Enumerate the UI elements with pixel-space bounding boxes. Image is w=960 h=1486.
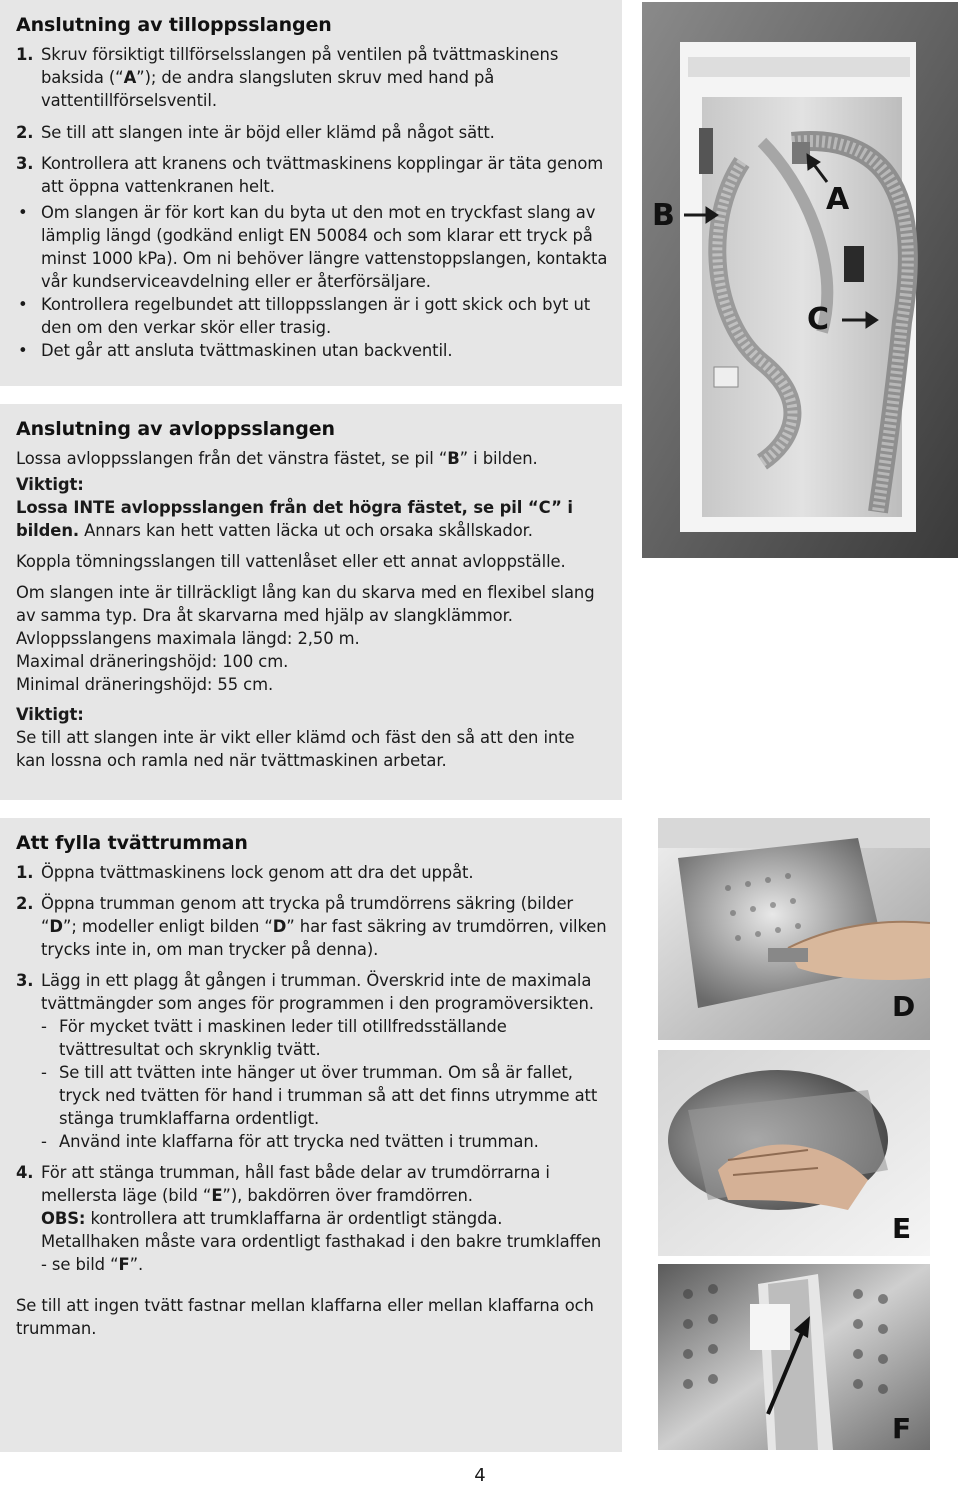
drain-p1: Lossa avloppsslangen från det vänstra fästet, se pil “B” i bilden. bbox=[16, 449, 538, 468]
fill-step-1: 1. Öppna tvättmaskinens lock genom att dra det uppåt. bbox=[16, 863, 474, 882]
inlet-step-2: 2. Se till att slangen inte är böjd eller klämd på något sätt. bbox=[16, 123, 495, 142]
fill-step-3: 3. Lägg in ett plagg åt gången i trumman. Överskrid inte de maximala tvättmängder som anges för programmen i den programöversikten. - För mycket tvätt i maskinen leder till otillfredsställande tvättresultat och skrynklig tvätt. - Se till att tvätten inte hänger ut över trumman. Om så är fallet, tryck ned tvätten för hand i trumman så att det finns utrymme att stänga trumklaffarna ordentligt. - Använd inte klaffarna för att trycka ned tvätten i trumman. bbox=[16, 969, 608, 1153]
photo-D-drum-open bbox=[658, 818, 930, 1040]
drain-p6: Minimal dräneringshöjd: 55 cm. bbox=[16, 675, 274, 694]
section-drain-title: Anslutning av avloppsslangen bbox=[16, 418, 335, 440]
drain-p4: Avloppsslangens maximala längd: 2,50 m. bbox=[16, 629, 360, 648]
photo-E-close-drum bbox=[658, 1050, 930, 1256]
section-drain-hose bbox=[0, 404, 622, 800]
fill-dash-2: - Se till att tvätten inte hänger ut över trumman. Om så är fallet, tryck ned tvätten för hand i trumman så att det finns utrymme att stänga trumklaffarna ordentligt. bbox=[41, 1063, 598, 1128]
section-fill-title: Att fylla tvättrumman bbox=[16, 832, 248, 854]
inlet-step-1: 1. Skruv försiktigt tillförselsslangen på ventilen på tvättmaskinens baksida (“A”); de andra slangsluten skruv med hand på vattentillförselsventil. bbox=[16, 45, 559, 110]
inlet-bullet-1: • Om slangen är för kort kan du byta ut den mot en tryckfast slang av lämplig längd (godkänd enligt EN 50084 och som klarar ett tryck på minst 1000 kPa). Om ni behöver längre vattenstoppslangen, kontakta vår kundserviceavdelning eller er återförsäljare. bbox=[16, 201, 608, 293]
label-C: C bbox=[807, 302, 830, 337]
drain-p3: Om slangen inte är tillräckligt lång kan du skarva med en flexibel slang av samma typ. Dra åt skarvarna med hjälp av slangklämmor. bbox=[16, 583, 595, 625]
fill-step-4: 4. För att stänga trumman, håll fast både delar av trumdörrarna i mellersta läge (bild “E”), bakdörren över framdörren. OBS: kontrollera att trumklaffarna är ordentligt stängda. Metallhaken måste vara ordentligt fasthakad i den bakre trumklaffen - se bild “F”. bbox=[16, 1163, 602, 1274]
fill-step-2: 2. Öppna trumman genom att trycka på trumdörrens säkring (bilder “D”; modeller enligt bilden “D” har fast säkring av trumdörren, vilken trycks inte in, om man trycker på denna). bbox=[16, 894, 607, 959]
inlet-bullet-3: • Det går att ansluta tvättmaskinen utan backventil. bbox=[16, 339, 608, 362]
label-A: A bbox=[826, 182, 850, 217]
drain-p7: Se till att slangen inte är vikt eller klämd och fäst den så att den inte kan lossna och ramla ned när tvättmaskinen arbetar. bbox=[16, 728, 575, 770]
photo-F-drum-hook bbox=[658, 1264, 930, 1450]
label-F: F bbox=[892, 1412, 912, 1445]
drain-p2: Koppla tömningsslangen till vattenlåset eller ett annat avloppställe. bbox=[16, 552, 566, 571]
inlet-step-3: 3. Kontrollera att kranens och tvättmaskinens kopplingar är täta genom att öppna vattenkranen helt. bbox=[16, 154, 604, 196]
fill-dash-3: - Använd inte klaffarna för att trycka ned tvätten i trumman. bbox=[41, 1132, 539, 1151]
label-B: B bbox=[652, 198, 675, 233]
section-fill-drum bbox=[0, 818, 622, 1452]
photo-machine-back bbox=[642, 2, 958, 558]
drain-p5: Maximal dräneringshöjd: 100 cm. bbox=[16, 652, 289, 671]
section-inlet-hose bbox=[0, 0, 622, 386]
drain-important-2: Viktigt: bbox=[16, 705, 84, 724]
drain-important-1: Viktigt: bbox=[16, 475, 84, 494]
label-E: E bbox=[892, 1212, 912, 1245]
drain-warning: Lossa INTE avloppsslangen från det högra fästet, se pil “C” i bilden. Annars kan hett vatten läcka ut och orsaka skållskador. bbox=[16, 498, 573, 540]
fill-footer-note: Se till att ingen tvätt fastnar mellan klaffarna eller mellan klaffarna och trumman. bbox=[16, 1296, 594, 1338]
inlet-bullet-2: • Kontrollera regelbundet att tilloppsslangen är i gott skick och byt ut den om den verkar skör eller trasig. bbox=[16, 293, 608, 339]
fill-dash-1: - För mycket tvätt i maskinen leder till otillfredsställande tvättresultat och skrynklig tvätt. bbox=[41, 1017, 507, 1059]
label-D: D bbox=[892, 990, 916, 1023]
section-inlet-title: Anslutning av tilloppsslangen bbox=[16, 14, 332, 36]
page-number: 4 bbox=[474, 1465, 486, 1486]
